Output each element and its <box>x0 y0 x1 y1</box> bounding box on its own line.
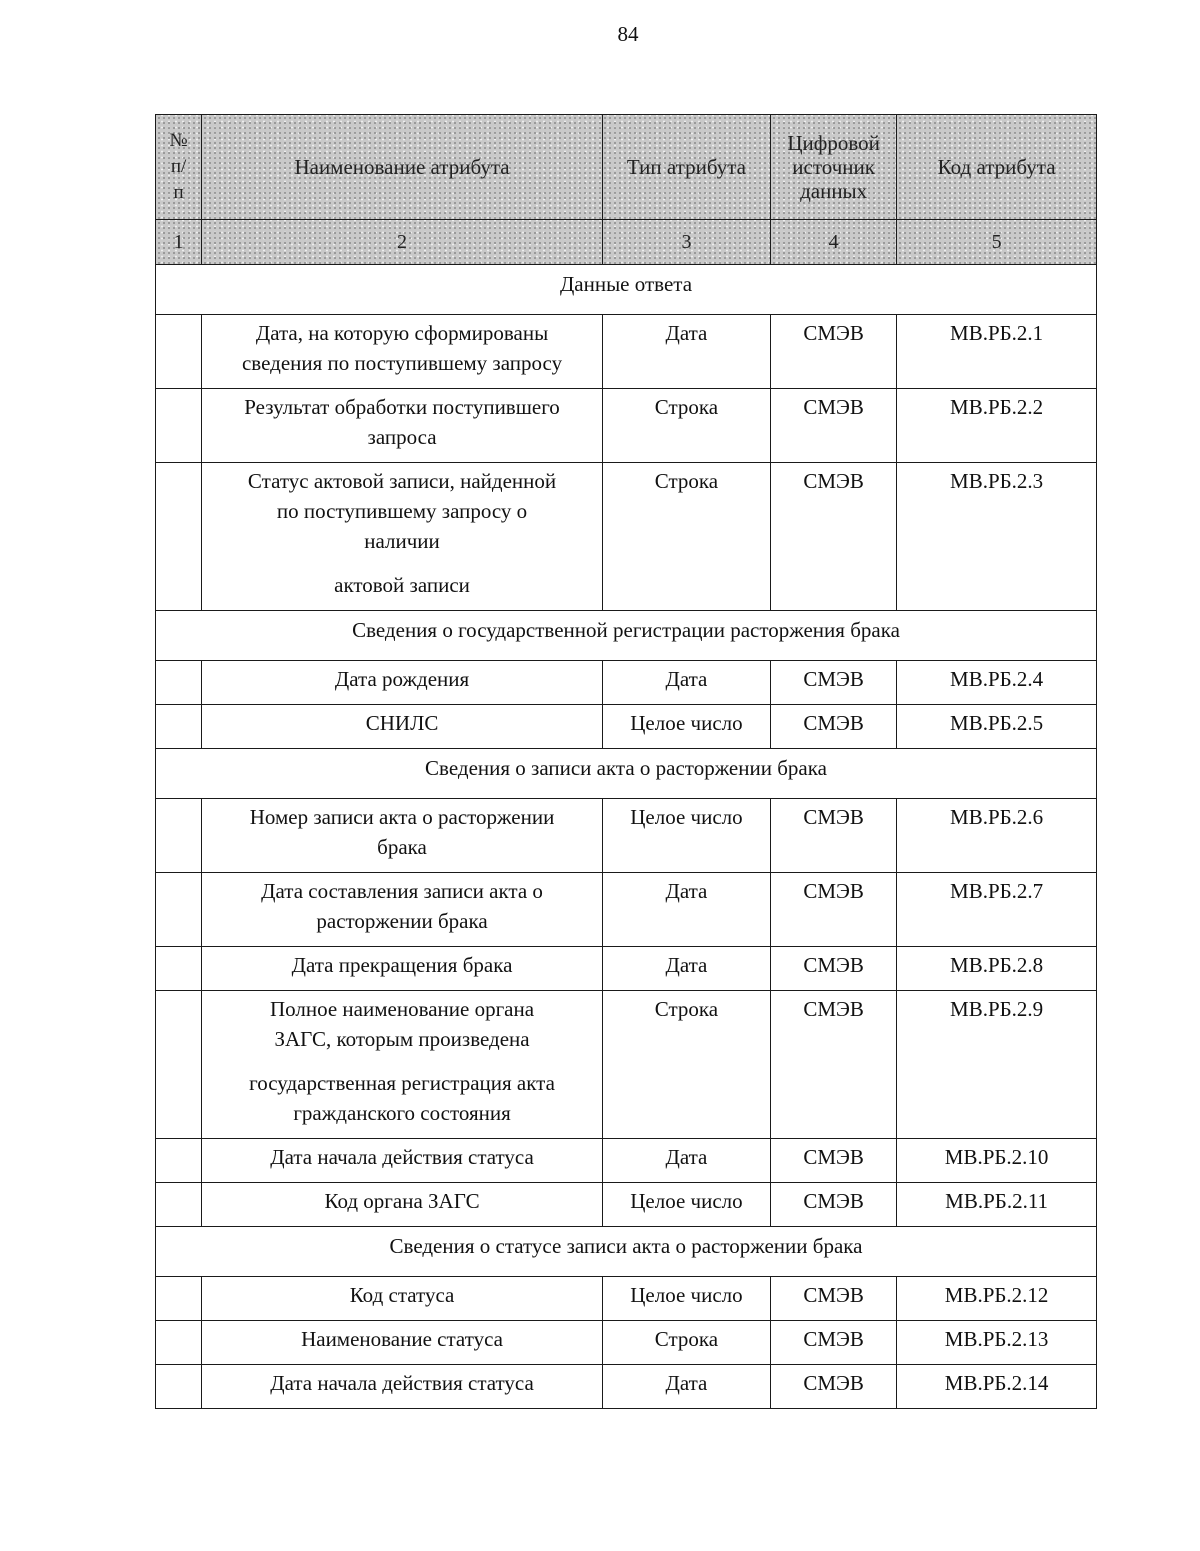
attribute-name-cell <box>202 463 603 611</box>
row-number-cell <box>156 799 202 873</box>
attribute-type-cell: Дата <box>602 315 770 389</box>
section-row <box>156 611 1097 661</box>
attribute-type-cell: Дата <box>602 947 770 991</box>
attribute-name-line: Дата составления записи акта о <box>261 879 543 903</box>
attribute-code-cell: МВ.РБ.2.14 <box>897 1365 1097 1409</box>
attribute-source-cell: СМЭВ <box>771 705 897 749</box>
attribute-name-line: наличии <box>364 529 440 553</box>
table-row <box>156 315 1097 389</box>
attribute-name-cell <box>202 389 603 463</box>
section-title: Данные ответа <box>156 265 1097 315</box>
attribute-source-cell: СМЭВ <box>771 1321 897 1365</box>
table-row <box>156 389 1097 463</box>
row-number-cell <box>156 947 202 991</box>
attribute-source-cell: СМЭВ <box>771 873 897 947</box>
row-number-cell <box>156 1365 202 1409</box>
header-number-line: п <box>173 182 184 203</box>
attribute-code-cell: МВ.РБ.2.9 <box>897 991 1097 1139</box>
attribute-name-cell: Дата рождения <box>202 661 603 705</box>
attribute-source-cell: СМЭВ <box>771 1277 897 1321</box>
column-number: 4 <box>771 220 897 265</box>
attribute-name-line: брака <box>377 835 427 859</box>
attribute-source-cell: СМЭВ <box>771 315 897 389</box>
attribute-name-line: Дата, на которую сформированы <box>255 321 549 345</box>
table-row <box>156 873 1097 947</box>
section-row <box>156 749 1097 799</box>
attribute-name-cell: СНИЛС <box>202 705 603 749</box>
column-number: 3 <box>602 220 770 265</box>
row-number-cell <box>156 1183 202 1227</box>
row-number-cell <box>156 705 202 749</box>
attribute-type-cell: Дата <box>602 873 770 947</box>
section-row <box>156 1227 1097 1277</box>
column-number-row <box>156 220 1097 265</box>
attribute-source-cell: СМЭВ <box>771 661 897 705</box>
table-row <box>156 463 1097 611</box>
attribute-type-cell: Строка <box>602 991 770 1139</box>
attribute-code-cell: МВ.РБ.2.10 <box>897 1139 1097 1183</box>
attribute-source-cell: СМЭВ <box>771 991 897 1139</box>
attributes-table <box>155 114 1097 1409</box>
table-row <box>156 947 1097 991</box>
attribute-name-line: государственная регистрация акта <box>249 1071 555 1095</box>
header-source-line: данных <box>800 179 868 203</box>
row-number-cell <box>156 1139 202 1183</box>
row-number-cell <box>156 1321 202 1365</box>
attribute-type-cell: Строка <box>602 389 770 463</box>
header-source-cell <box>771 115 897 220</box>
attribute-code-cell: МВ.РБ.2.7 <box>897 873 1097 947</box>
attribute-source-cell: СМЭВ <box>771 1183 897 1227</box>
attribute-type-cell: Строка <box>602 463 770 611</box>
row-number-cell <box>156 873 202 947</box>
attribute-name-line: расторжении брака <box>316 909 488 933</box>
attribute-source-cell: СМЭВ <box>771 947 897 991</box>
attribute-name-cell: Код органа ЗАГС <box>202 1183 603 1227</box>
attribute-name-line: ЗАГС, которым произведена <box>274 1027 530 1051</box>
attribute-code-cell: МВ.РБ.2.3 <box>897 463 1097 611</box>
attribute-code-cell: МВ.РБ.2.1 <box>897 315 1097 389</box>
attribute-source-cell: СМЭВ <box>771 799 897 873</box>
header-name-cell: Наименование атрибута <box>202 115 603 220</box>
attribute-name-line: гражданского состояния <box>293 1101 511 1125</box>
row-number-cell <box>156 991 202 1139</box>
attribute-code-cell: МВ.РБ.2.2 <box>897 389 1097 463</box>
header-type-cell: Тип атрибута <box>602 115 770 220</box>
attribute-code-cell: МВ.РБ.2.12 <box>897 1277 1097 1321</box>
attribute-type-cell: Целое число <box>602 799 770 873</box>
attribute-type-cell: Целое число <box>602 1277 770 1321</box>
attribute-name-line: сведения по поступившему запросу <box>241 351 563 375</box>
attribute-type-cell: Дата <box>602 1139 770 1183</box>
attribute-source-cell: СМЭВ <box>771 463 897 611</box>
table-row <box>156 1321 1097 1365</box>
attribute-name-cell: Наименование статуса <box>202 1321 603 1365</box>
attribute-type-cell: Дата <box>602 661 770 705</box>
attribute-name-line: Результат обработки поступившего <box>244 395 560 419</box>
section-title: Сведения о статусе записи акта о расторжении брака <box>156 1227 1097 1277</box>
attribute-source-cell: СМЭВ <box>771 1365 897 1409</box>
attribute-code-cell: МВ.РБ.2.5 <box>897 705 1097 749</box>
attribute-name-line: Статус актовой записи, найденной <box>247 469 557 493</box>
section-title: Сведения о государственной регистрации расторжения брака <box>156 611 1097 661</box>
header-source-line: источник <box>792 155 875 179</box>
attribute-name-line: Номер записи акта о расторжении <box>249 805 555 829</box>
attribute-code-cell: МВ.РБ.2.6 <box>897 799 1097 873</box>
attribute-name-cell <box>202 991 603 1139</box>
attribute-name-cell: Дата начала действия статуса <box>202 1365 603 1409</box>
page-number: 84 <box>617 22 639 46</box>
attribute-code-cell: МВ.РБ.2.8 <box>897 947 1097 991</box>
attribute-name-cell: Дата прекращения брака <box>202 947 603 991</box>
header-number-cell <box>156 115 202 220</box>
attribute-name-cell <box>202 799 603 873</box>
attribute-type-cell: Целое число <box>602 1183 770 1227</box>
attribute-code-cell: МВ.РБ.2.13 <box>897 1321 1097 1365</box>
attribute-name-cell <box>202 873 603 947</box>
row-number-cell <box>156 661 202 705</box>
table-header-row <box>156 115 1097 220</box>
row-number-cell <box>156 389 202 463</box>
table-row <box>156 1139 1097 1183</box>
column-number: 2 <box>202 220 603 265</box>
attribute-name-cell: Дата начала действия статуса <box>202 1139 603 1183</box>
attribute-type-cell: Строка <box>602 1321 770 1365</box>
attribute-name-line: запроса <box>367 425 437 449</box>
attribute-name-cell <box>202 315 603 389</box>
header-source-line: Цифровой <box>787 131 880 155</box>
header-number-line: п/ <box>170 156 187 177</box>
attribute-type-cell: Дата <box>602 1365 770 1409</box>
table-row <box>156 1277 1097 1321</box>
attribute-code-cell: МВ.РБ.2.4 <box>897 661 1097 705</box>
row-number-cell <box>156 315 202 389</box>
header-number-line: № <box>169 130 188 151</box>
header-code-cell: Код атрибута <box>897 115 1097 220</box>
attribute-code-cell: МВ.РБ.2.11 <box>897 1183 1097 1227</box>
attribute-source-cell: СМЭВ <box>771 1139 897 1183</box>
section-title: Сведения о записи акта о расторжении брака <box>156 749 1097 799</box>
table-row <box>156 991 1097 1139</box>
table-row <box>156 1365 1097 1409</box>
table-row <box>156 1183 1097 1227</box>
row-number-cell <box>156 1277 202 1321</box>
table-row <box>156 799 1097 873</box>
table-row <box>156 705 1097 749</box>
section-row <box>156 265 1097 315</box>
attribute-name-line: Полное наименование органа <box>269 997 535 1021</box>
attribute-name-line: по поступившему запросу о <box>276 499 528 523</box>
attribute-source-cell: СМЭВ <box>771 389 897 463</box>
attribute-type-cell: Целое число <box>602 705 770 749</box>
column-number: 5 <box>897 220 1097 265</box>
attribute-name-line: актовой записи <box>334 573 470 597</box>
row-number-cell <box>156 463 202 611</box>
column-number: 1 <box>156 220 202 265</box>
table-row <box>156 661 1097 705</box>
attribute-name-cell: Код статуса <box>202 1277 603 1321</box>
